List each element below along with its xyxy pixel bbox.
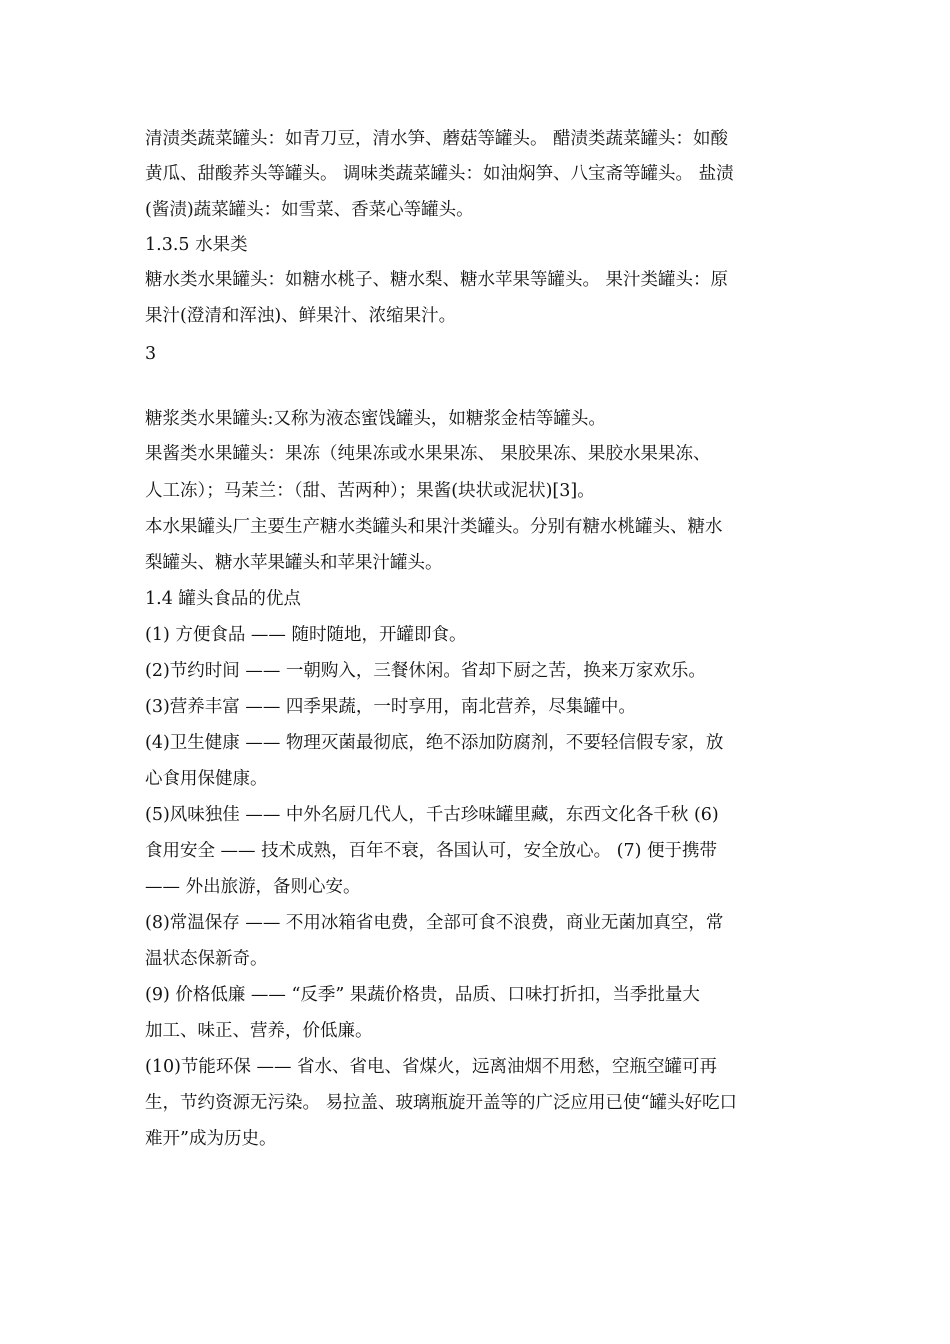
text-line: 糖浆类水果罐头:又称为液态蜜饯罐头，如糖浆金桔等罐头。 — [145, 409, 606, 429]
text-line: (酱渍)蔬菜罐头：如雪菜、香菜心等罐头。 — [145, 200, 474, 220]
text-line: (1) 方便食品 —— 随时随地，开罐即食。 — [145, 625, 467, 645]
text-line: 清渍类蔬菜罐头：如青刀豆，清水笋、蘑菇等罐头。 醋渍类蔬菜罐头：如酸 — [145, 129, 729, 149]
text-line: 果汁(澄清和浑浊)、鲜果汁、浓缩果汁。 — [145, 306, 457, 326]
text-line: 心食用保健康。 — [145, 769, 268, 789]
text-line: 难开”成为历史。 — [145, 1129, 277, 1149]
text-line: 人工冻）；马茉兰：（甜、苦两种）；果酱(块状或泥状)[3]。 — [145, 481, 595, 501]
section-heading: 1.3.5 水果类 — [145, 235, 248, 255]
text-line: (4)卫生健康 —— 物理灭菌最彻底，绝不添加防腐剂，不要轻信假专家，放 — [145, 733, 724, 753]
text-line: (10)节能环保 —— 省水、省电、省煤火，远离油烟不用愁，空瓶空罐可再 — [145, 1057, 718, 1077]
text-line: 温状态保新奇。 — [145, 949, 268, 969]
text-line: (3)营养丰富 —— 四季果蔬，一时享用，南北营养，尽集罐中。 — [145, 697, 636, 717]
text-line: 梨罐头、糖水苹果罐头和苹果汁罐头。 — [145, 553, 443, 573]
text-line: (2)节约时间 —— 一朝购入，三餐休闲。省却下厨之苦，换来万家欢乐。 — [145, 661, 706, 681]
text-line: 糖水类水果罐头：如糖水桃子、糖水梨、糖水苹果等罐头。 果汁类罐头：原 — [145, 270, 729, 290]
text-line: 果酱类水果罐头：果冻（纯果冻或水果果冻、 果胶果冻、果胶水果果冻、 — [145, 444, 711, 464]
section-heading: 1.4 罐头食品的优点 — [145, 589, 301, 609]
text-line: 食用安全 —— 技术成熟，百年不衰，各国认可，安全放心。 (7) 便于携带 — [145, 841, 718, 861]
text-line: 黄瓜、甜酸荞头等罐头。 调味类蔬菜罐头：如油焖笋、八宝斋等罐头。 盐渍 — [145, 164, 734, 184]
text-line: (9) 价格低廉 —— “反季” 果蔬价格贵，品质、口味打折扣，当季批量大 — [145, 985, 700, 1005]
text-line: 加工、味正、营养，价低廉。 — [145, 1021, 373, 1041]
text-line: (8)常温保存 —— 不用冰箱省电费，全部可食不浪费，商业无菌加真空，常 — [145, 913, 724, 933]
text-line: 生，节约资源无污染。 易拉盖、玻璃瓶旋开盖等的广泛应用已使“罐头好吃口 — [145, 1093, 738, 1113]
text-line: —— 外出旅游，备则心安。 — [145, 877, 361, 897]
text-line: (5)风味独佳 —— 中外名厨几代人，千古珍味罐里藏，东西文化各千秋 (6) — [145, 805, 719, 825]
text-line: 本水果罐头厂主要生产糖水类罐头和果汁类罐头。分别有糖水桃罐头、糖水 — [145, 517, 723, 537]
page-number: 3 — [145, 344, 157, 364]
